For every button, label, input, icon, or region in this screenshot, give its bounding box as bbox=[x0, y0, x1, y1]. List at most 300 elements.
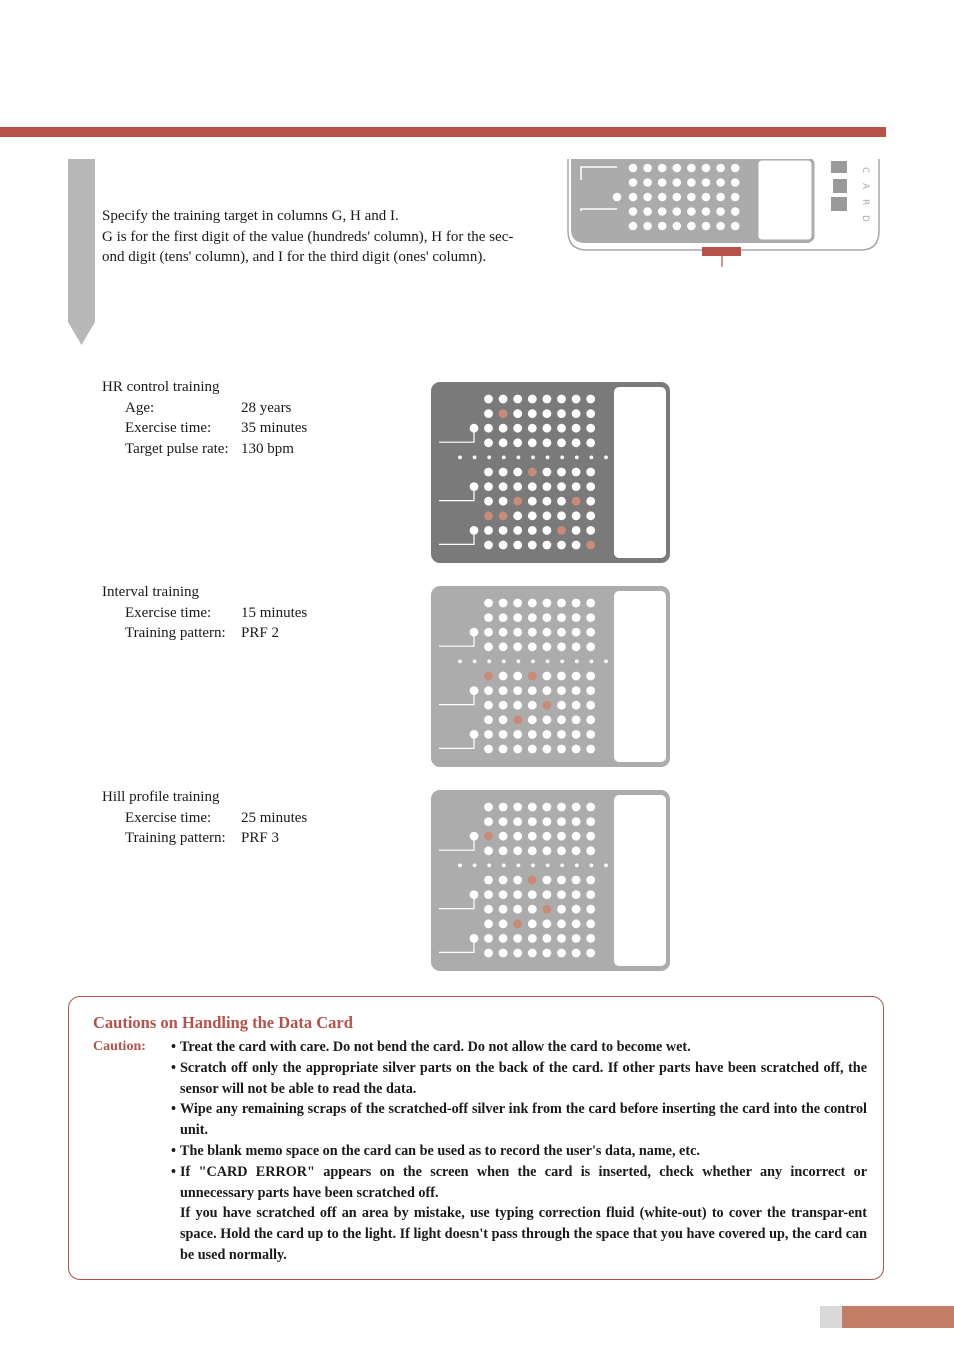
card-hole-dot bbox=[586, 599, 595, 608]
card-hole-dot bbox=[557, 541, 566, 550]
card-hole-dot bbox=[586, 642, 595, 651]
card-hole-dot bbox=[543, 817, 552, 826]
card-hole-dot bbox=[716, 207, 725, 216]
row-value: 15 minutes bbox=[241, 604, 308, 621]
card-hole-dot bbox=[528, 424, 537, 433]
card-hole-dot bbox=[543, 832, 552, 841]
card-hole-dot bbox=[557, 482, 566, 491]
card-separator-dot bbox=[604, 864, 608, 868]
card-hole-dot bbox=[513, 526, 522, 535]
card-hole-dot bbox=[499, 628, 508, 637]
row-value: PRF 3 bbox=[241, 830, 279, 846]
card-hole-dot bbox=[643, 178, 652, 187]
example-row bbox=[102, 808, 307, 829]
card-hole-dot bbox=[586, 934, 595, 943]
card-hole-dot bbox=[629, 207, 638, 216]
example-hr-control bbox=[102, 377, 307, 459]
card-hole-dot bbox=[499, 541, 508, 550]
caution-item-text: Wipe any remaining scraps of the scratched-off silver ink from the card before inserting the card into the control unit. bbox=[180, 1101, 867, 1139]
card-hole-dot bbox=[499, 424, 508, 433]
card-hole-dot bbox=[557, 846, 566, 855]
card-hole-dot bbox=[543, 934, 552, 943]
card-hole-dot bbox=[572, 949, 581, 958]
card-hole-dot bbox=[673, 222, 682, 231]
card-hole-dot bbox=[543, 745, 552, 754]
card-hole-dot bbox=[528, 541, 537, 550]
card-hole-dot bbox=[528, 395, 537, 404]
card-marked-dot bbox=[528, 672, 537, 681]
card-hole-dot bbox=[572, 424, 581, 433]
card-hole-dot bbox=[643, 222, 652, 231]
card-hole-dot bbox=[586, 876, 595, 885]
card-hole-dot bbox=[586, 701, 595, 710]
example-row bbox=[102, 418, 307, 439]
card-separator-dot bbox=[560, 864, 564, 868]
card-hole-dot bbox=[543, 482, 552, 491]
card-hole-dot bbox=[484, 846, 493, 855]
card-hole-dot bbox=[499, 642, 508, 651]
card-guide-dot bbox=[470, 686, 479, 695]
card-hole-dot bbox=[586, 613, 595, 622]
card-hole-dot bbox=[586, 497, 595, 506]
card-hole-dot bbox=[687, 164, 696, 173]
data-card-hill-profile bbox=[430, 789, 671, 972]
card-hole-dot bbox=[731, 164, 740, 173]
row-label: Exercise time: bbox=[125, 809, 212, 826]
card-hole-dot bbox=[586, 511, 595, 520]
footer-page-block bbox=[842, 1306, 954, 1328]
card-hole-dot bbox=[528, 409, 537, 418]
card-hole-dot bbox=[572, 701, 581, 710]
row-value: 130 bpm bbox=[241, 440, 294, 457]
card-hole-dot bbox=[543, 395, 552, 404]
card-hole-dot bbox=[572, 803, 581, 812]
card-hole-dot bbox=[557, 424, 566, 433]
section-marker-icon bbox=[68, 159, 95, 345]
card-hole-dot bbox=[586, 949, 595, 958]
caution-item bbox=[171, 1058, 867, 1100]
card-hole-dot bbox=[484, 803, 493, 812]
card-hole-dot bbox=[586, 468, 595, 477]
card-marked-dot bbox=[513, 497, 522, 506]
card-hole-dot bbox=[499, 846, 508, 855]
card-marked-dot bbox=[499, 409, 508, 418]
card-hole-dot bbox=[572, 890, 581, 899]
card-hole-dot bbox=[572, 541, 581, 550]
card-hole-dot bbox=[658, 207, 667, 216]
caution-item-text: The blank memo space on the card can be used as to record the user's data, name, etc. bbox=[180, 1142, 700, 1159]
card-hole-dot bbox=[572, 642, 581, 651]
card-hole-dot bbox=[484, 686, 493, 695]
caution-item-text: If "CARD ERROR" appears on the screen when the card is inserted, check whether any incorrect or unnecessary parts have been scratched off. bbox=[180, 1163, 867, 1201]
card-separator-dot bbox=[517, 660, 521, 664]
card-hole-dot bbox=[557, 642, 566, 651]
card-marked-dot bbox=[484, 672, 493, 681]
card-hole-dot bbox=[629, 164, 638, 173]
card-hole-dot bbox=[528, 905, 537, 914]
intro-text bbox=[102, 206, 552, 268]
card-hole-dot bbox=[528, 438, 537, 447]
caution-item bbox=[171, 1162, 867, 1266]
card-hole-dot bbox=[484, 745, 493, 754]
card-hole-dot bbox=[499, 919, 508, 928]
card-hole-dot bbox=[716, 193, 725, 202]
card-marked-dot bbox=[586, 541, 595, 550]
card-hole-dot bbox=[673, 178, 682, 187]
card-hole-dot bbox=[572, 628, 581, 637]
card-hole-dot bbox=[731, 222, 740, 231]
card-hole-dot bbox=[572, 511, 581, 520]
card-hole-dot bbox=[499, 745, 508, 754]
card-hole-dot bbox=[557, 599, 566, 608]
card-separator-dot bbox=[487, 660, 491, 664]
card-hole-dot bbox=[586, 905, 595, 914]
card-hole-dot bbox=[484, 919, 493, 928]
card-marked-dot bbox=[499, 511, 508, 520]
card-hole-dot bbox=[543, 846, 552, 855]
card-hole-dot bbox=[687, 222, 696, 231]
card-hole-dot bbox=[484, 730, 493, 739]
card-hole-dot bbox=[499, 599, 508, 608]
card-hole-dot bbox=[557, 803, 566, 812]
card-hole-dot bbox=[586, 482, 595, 491]
card-hole-dot bbox=[716, 164, 725, 173]
card-hole-dot bbox=[586, 919, 595, 928]
card-separator-dot bbox=[517, 864, 521, 868]
row-label: Age: bbox=[125, 399, 155, 416]
card-marked-dot bbox=[528, 876, 537, 885]
card-hole-dot bbox=[731, 178, 740, 187]
card-hole-dot bbox=[716, 178, 725, 187]
card-hole-dot bbox=[528, 628, 537, 637]
example-title: Hill profile training bbox=[102, 789, 220, 805]
example-row bbox=[102, 439, 307, 460]
card-hole-dot bbox=[543, 672, 552, 681]
card-hole-dot bbox=[543, 613, 552, 622]
card-hole-dot bbox=[557, 701, 566, 710]
data-card-hr-control bbox=[430, 381, 671, 564]
card-separator-dot bbox=[575, 864, 579, 868]
row-label: Training pattern: bbox=[125, 625, 226, 641]
card-separator-dot bbox=[590, 864, 594, 868]
card-marked-dot bbox=[484, 832, 493, 841]
card-hole-dot bbox=[484, 905, 493, 914]
card-hole-dot bbox=[702, 164, 711, 173]
card-hole-dot bbox=[586, 745, 595, 754]
card-hole-dot bbox=[543, 876, 552, 885]
card-hole-dot bbox=[543, 715, 552, 724]
card-hole-dot bbox=[543, 526, 552, 535]
card-hole-dot bbox=[484, 424, 493, 433]
row-value: 28 years bbox=[241, 399, 292, 416]
card-hole-dot bbox=[513, 686, 522, 695]
intro-line: ond digit (tens' column), and I for the third digit (ones' column). bbox=[102, 249, 487, 265]
card-hole-dot bbox=[513, 541, 522, 550]
card-separator-dot bbox=[590, 660, 594, 664]
row-value: 25 minutes bbox=[241, 809, 308, 826]
row-value: 35 minutes bbox=[241, 420, 308, 436]
example-row bbox=[102, 623, 307, 644]
card-hole-dot bbox=[513, 730, 522, 739]
card-hole-dot bbox=[586, 672, 595, 681]
card-hole-dot bbox=[528, 803, 537, 812]
bullet-icon: • bbox=[171, 1059, 176, 1076]
card-guide-dot bbox=[470, 832, 479, 841]
card-hole-dot bbox=[513, 890, 522, 899]
card-hole-dot bbox=[629, 222, 638, 231]
header-rule bbox=[0, 127, 886, 137]
card-hole-dot bbox=[543, 424, 552, 433]
card-hole-dot bbox=[499, 876, 508, 885]
card-hole-dot bbox=[513, 424, 522, 433]
data-card-overview bbox=[565, 159, 883, 269]
card-hole-dot bbox=[658, 178, 667, 187]
card-hole-dot bbox=[557, 409, 566, 418]
data-card-interval bbox=[430, 585, 671, 768]
card-hole-dot bbox=[586, 395, 595, 404]
card-hole-dot bbox=[557, 511, 566, 520]
card-hole-dot bbox=[499, 686, 508, 695]
card-separator-dot bbox=[517, 456, 521, 460]
card-guide-dot bbox=[470, 526, 479, 535]
card-hole-dot bbox=[513, 905, 522, 914]
card-separator-dot bbox=[604, 456, 608, 460]
card-hole-dot bbox=[484, 409, 493, 418]
card-memo-area bbox=[614, 591, 666, 762]
card-hole-dot bbox=[499, 497, 508, 506]
card-hole-dot bbox=[513, 803, 522, 812]
card-guide-dot bbox=[470, 424, 479, 433]
card-hole-dot bbox=[673, 193, 682, 202]
card-hole-dot bbox=[557, 730, 566, 739]
card-hole-dot bbox=[513, 846, 522, 855]
card-hole-dot bbox=[499, 934, 508, 943]
card-hole-dot bbox=[586, 409, 595, 418]
card-separator-dot bbox=[473, 864, 477, 868]
card-hole-dot bbox=[528, 846, 537, 855]
card-hole-dot bbox=[499, 438, 508, 447]
card-hole-dot bbox=[513, 395, 522, 404]
card-hole-dot bbox=[572, 715, 581, 724]
card-hole-dot bbox=[484, 541, 493, 550]
card-hole-dot bbox=[572, 817, 581, 826]
card-hole-dot bbox=[528, 497, 537, 506]
example-interval bbox=[102, 582, 307, 644]
card-hole-dot bbox=[643, 164, 652, 173]
card-hole-dot bbox=[543, 497, 552, 506]
card-hole-dot bbox=[543, 642, 552, 651]
card-hole-dot bbox=[572, 919, 581, 928]
card-hole-dot bbox=[543, 511, 552, 520]
card-hole-dot bbox=[687, 207, 696, 216]
card-hole-dot bbox=[572, 599, 581, 608]
card-logo bbox=[831, 161, 870, 222]
footer-tab-grey bbox=[820, 1306, 842, 1328]
card-hole-dot bbox=[687, 178, 696, 187]
card-separator-dot bbox=[546, 456, 550, 460]
card-hole-dot bbox=[557, 905, 566, 914]
card-hole-dot bbox=[557, 628, 566, 637]
card-marked-dot bbox=[572, 497, 581, 506]
card-hole-dot bbox=[629, 193, 638, 202]
card-hole-dot bbox=[586, 730, 595, 739]
card-separator-dot bbox=[458, 660, 462, 664]
caution-item-text: Scratch off only the appropriate silver parts on the back of the card. If other parts have been scratched off, the sensor will not be able to read the data. bbox=[180, 1059, 867, 1097]
card-hole-dot bbox=[543, 686, 552, 695]
card-hole-dot bbox=[658, 193, 667, 202]
card-hole-dot bbox=[557, 890, 566, 899]
card-hole-dot bbox=[557, 817, 566, 826]
bullet-icon: • bbox=[171, 1101, 176, 1118]
card-hole-dot bbox=[528, 745, 537, 754]
caution-item bbox=[171, 1099, 867, 1141]
card-hole-dot bbox=[484, 642, 493, 651]
card-separator-dot bbox=[531, 456, 535, 460]
card-hole-dot bbox=[513, 934, 522, 943]
row-label: Target pulse rate: bbox=[125, 440, 229, 457]
card-hole-dot bbox=[528, 890, 537, 899]
card-hole-dot bbox=[586, 715, 595, 724]
card-hole-dot bbox=[731, 193, 740, 202]
card-hole-dot bbox=[499, 890, 508, 899]
card-hole-dot bbox=[586, 686, 595, 695]
row-label: Exercise time: bbox=[125, 604, 212, 621]
card-hole-dot bbox=[702, 222, 711, 231]
card-hole-dot bbox=[528, 730, 537, 739]
card-hole-dot bbox=[586, 832, 595, 841]
card-hole-dot bbox=[557, 745, 566, 754]
card-hole-dot bbox=[702, 178, 711, 187]
card-hole-dot bbox=[572, 846, 581, 855]
card-hole-dot bbox=[658, 164, 667, 173]
card-hole-dot bbox=[557, 715, 566, 724]
example-row bbox=[102, 603, 307, 624]
card-marked-dot bbox=[557, 526, 566, 535]
card-separator-dot bbox=[473, 660, 477, 664]
example-row bbox=[102, 828, 307, 849]
card-hole-dot bbox=[643, 207, 652, 216]
card-hole-dot bbox=[499, 395, 508, 404]
card-hole-dot bbox=[513, 672, 522, 681]
card-hole-dot bbox=[543, 628, 552, 637]
card-hole-dot bbox=[484, 949, 493, 958]
card-hole-dot bbox=[543, 919, 552, 928]
card-hole-dot bbox=[484, 876, 493, 885]
card-hole-dot bbox=[572, 934, 581, 943]
card-hole-dot bbox=[572, 686, 581, 695]
example-row bbox=[102, 398, 307, 419]
card-hole-dot bbox=[557, 613, 566, 622]
card-guide-dot bbox=[470, 628, 479, 637]
card-hole-dot bbox=[572, 526, 581, 535]
card-hole-dot bbox=[528, 949, 537, 958]
card-hole-dot bbox=[484, 497, 493, 506]
card-hole-dot bbox=[528, 482, 537, 491]
card-hole-dot bbox=[528, 934, 537, 943]
caution-label: Caution: bbox=[93, 1039, 146, 1054]
card-hole-dot bbox=[572, 672, 581, 681]
card-hole-dot bbox=[513, 628, 522, 637]
row-label: Training pattern: bbox=[125, 830, 226, 846]
card-hole-dot bbox=[586, 846, 595, 855]
card-hole-dot bbox=[528, 599, 537, 608]
card-hole-dot bbox=[557, 468, 566, 477]
intro-line: Specify the training target in columns G, H and I. bbox=[102, 208, 399, 224]
card-hole-dot bbox=[543, 438, 552, 447]
card-hole-dot bbox=[528, 817, 537, 826]
card-hole-dot bbox=[513, 876, 522, 885]
card-hole-dot bbox=[572, 468, 581, 477]
card-hole-dot bbox=[499, 672, 508, 681]
card-hole-dot bbox=[543, 409, 552, 418]
card-hole-dot bbox=[513, 817, 522, 826]
bullet-icon: • bbox=[171, 1163, 176, 1180]
card-hole-dot bbox=[513, 482, 522, 491]
card-hole-dot bbox=[528, 701, 537, 710]
card-separator-dot bbox=[546, 660, 550, 664]
card-hole-dot bbox=[687, 193, 696, 202]
card-hole-dot bbox=[557, 497, 566, 506]
card-hole-dot bbox=[499, 526, 508, 535]
card-hole-dot bbox=[557, 832, 566, 841]
card-hole-dot bbox=[716, 222, 725, 231]
card-hole-dot bbox=[513, 599, 522, 608]
card-hole-dot bbox=[499, 803, 508, 812]
card-hole-dot bbox=[513, 438, 522, 447]
svg-text:C: C bbox=[860, 167, 870, 174]
card-hole-dot bbox=[586, 817, 595, 826]
svg-text:A: A bbox=[860, 183, 870, 190]
bullet-icon: • bbox=[171, 1039, 176, 1055]
card-hole-dot bbox=[499, 468, 508, 477]
card-hole-dot bbox=[484, 701, 493, 710]
svg-text:R: R bbox=[860, 199, 870, 206]
card-hole-dot bbox=[572, 395, 581, 404]
caution-title: Cautions on Handling the Data Card bbox=[93, 1013, 353, 1032]
svg-text:D: D bbox=[860, 215, 870, 222]
card-hole-dot bbox=[543, 890, 552, 899]
card-hole-dot bbox=[499, 613, 508, 622]
example-hill-profile bbox=[102, 787, 307, 849]
card-hole-dot bbox=[484, 628, 493, 637]
card-guide-dot bbox=[470, 482, 479, 491]
card-hole-dot bbox=[572, 482, 581, 491]
card-hole-dot bbox=[572, 745, 581, 754]
card-hole-dot bbox=[528, 511, 537, 520]
card-separator-dot bbox=[487, 456, 491, 460]
card-hole-dot bbox=[543, 803, 552, 812]
example-title: HR control training bbox=[102, 379, 220, 395]
caution-box bbox=[68, 996, 884, 1280]
card-hole-dot bbox=[586, 526, 595, 535]
card-hole-dot bbox=[499, 701, 508, 710]
card-marked-dot bbox=[513, 715, 522, 724]
card-hole-dot bbox=[673, 164, 682, 173]
card-hole-dot bbox=[543, 541, 552, 550]
card-hole-dot bbox=[484, 468, 493, 477]
caution-item bbox=[171, 1141, 867, 1162]
card-hole-dot bbox=[572, 876, 581, 885]
card-hole-dot bbox=[572, 438, 581, 447]
card-hole-dot bbox=[499, 715, 508, 724]
card-separator-dot bbox=[590, 456, 594, 460]
card-hole-dot bbox=[499, 817, 508, 826]
card-marked-dot bbox=[543, 701, 552, 710]
card-hole-dot bbox=[643, 193, 652, 202]
card-separator-dot bbox=[473, 456, 477, 460]
card-hole-dot bbox=[528, 642, 537, 651]
card-hole-dot bbox=[484, 482, 493, 491]
